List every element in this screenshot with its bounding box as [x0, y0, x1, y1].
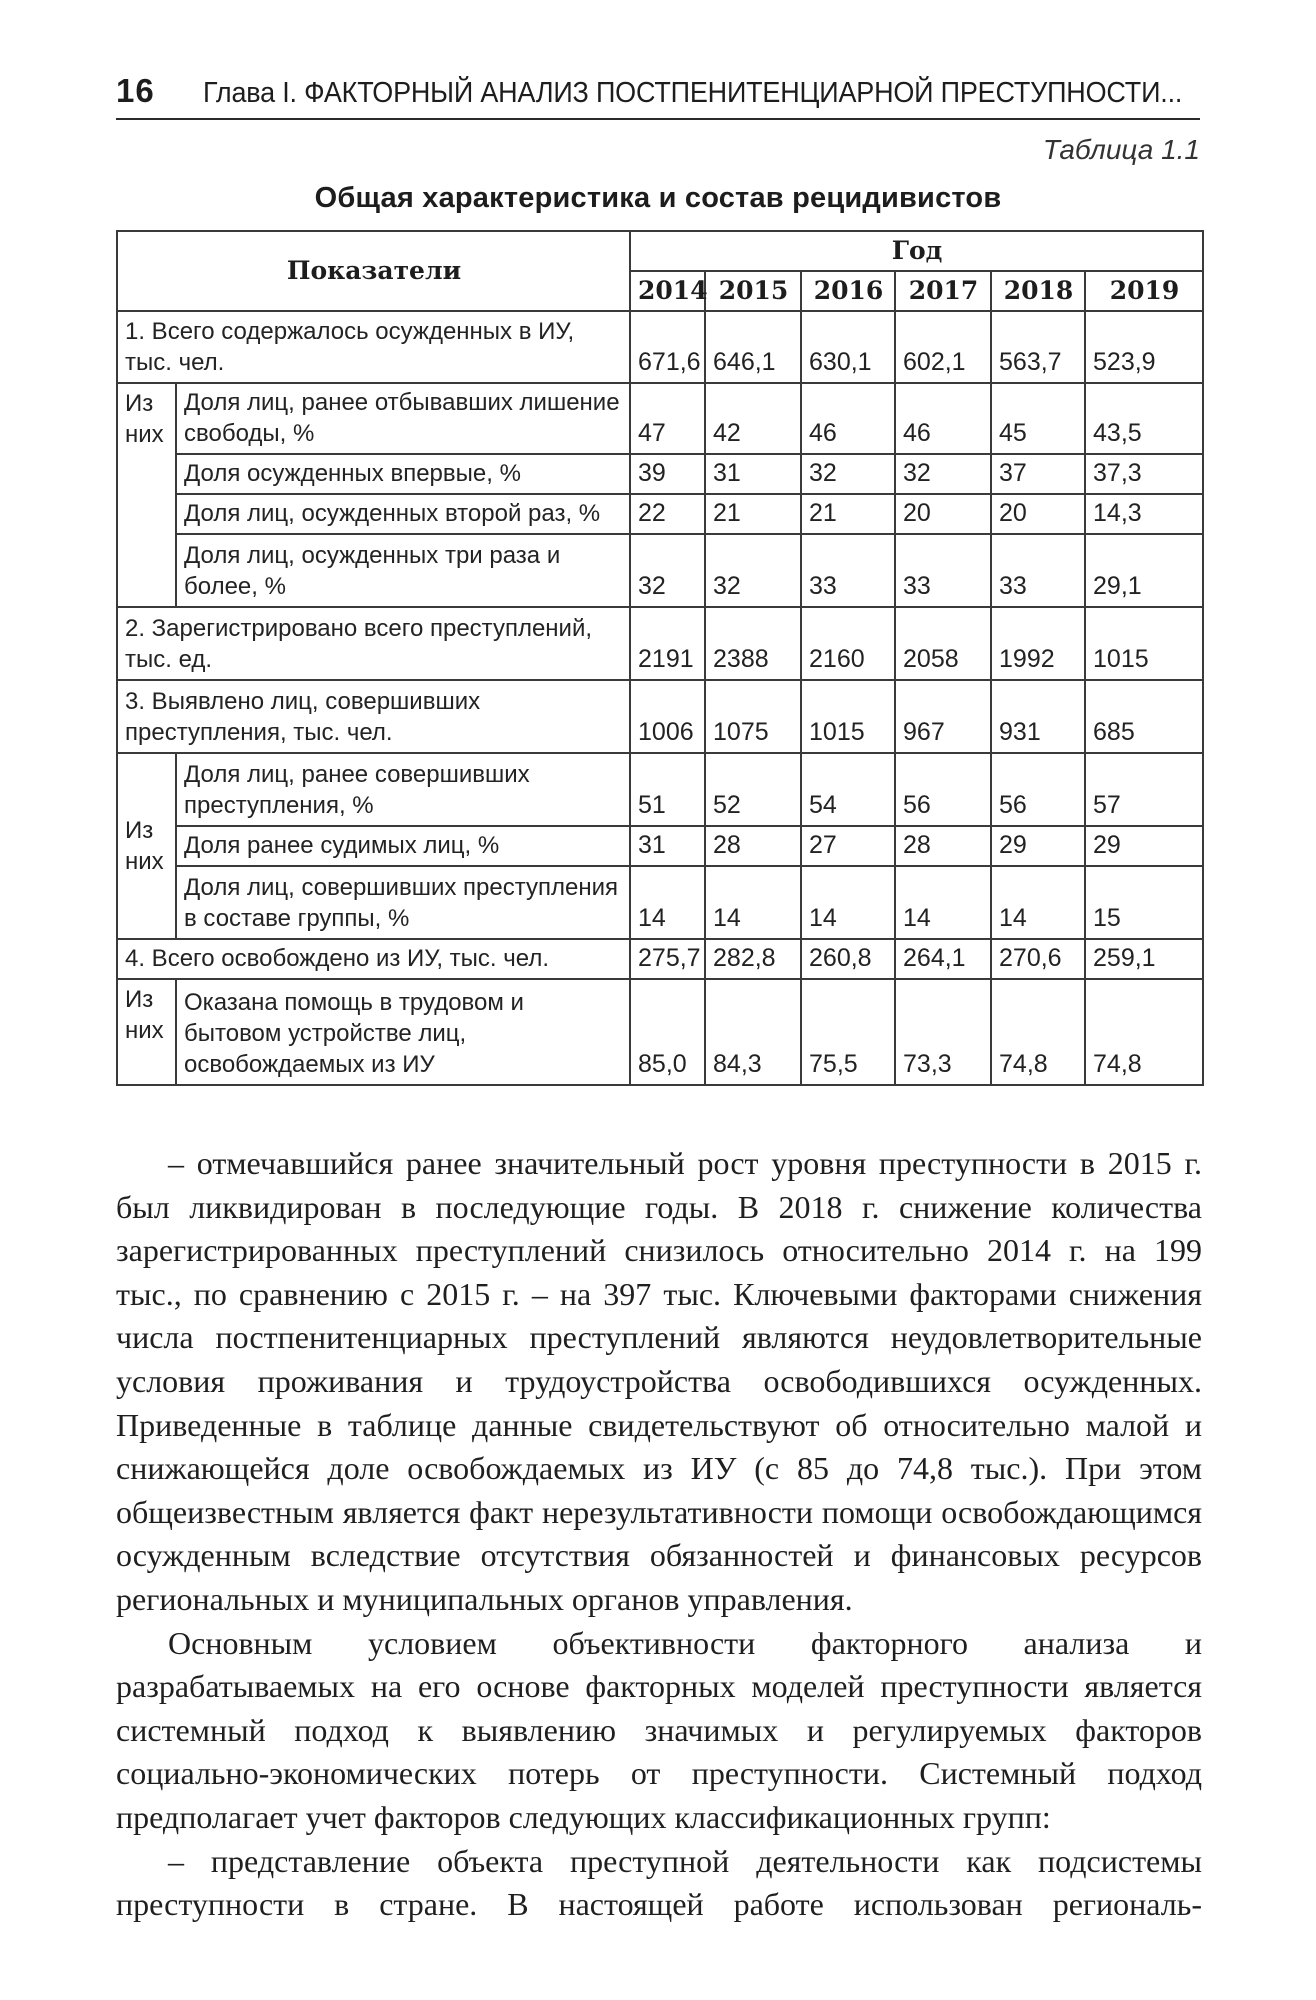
value-cell: 33	[801, 534, 895, 607]
value-cell: 75,5	[801, 979, 895, 1085]
row-label: 4. Всего освобождено из ИУ, тыс. чел.	[117, 939, 630, 979]
row-label: Доля осужденных впервые, %	[176, 454, 630, 494]
value-cell: 47	[630, 383, 705, 454]
value-cell: 28	[705, 826, 801, 866]
running-header	[116, 58, 1200, 120]
value-cell: 43,5	[1085, 383, 1203, 454]
row-label: Доля лиц, совершивших преступления в составе группы, %	[176, 866, 630, 939]
value-cell: 20	[895, 494, 991, 534]
value-cell: 2160	[801, 607, 895, 680]
header-year-cell: 2015	[705, 271, 801, 311]
value-cell: 15	[1085, 866, 1203, 939]
value-cell: 32	[801, 454, 895, 494]
table-row	[117, 454, 1203, 494]
header-year-cell: 2018	[991, 271, 1085, 311]
value-cell: 32	[630, 534, 705, 607]
value-cell: 22	[630, 494, 705, 534]
table-row	[117, 607, 1203, 680]
value-cell: 54	[801, 753, 895, 826]
value-cell: 32	[705, 534, 801, 607]
value-cell: 51	[630, 753, 705, 826]
value-cell: 84,3	[705, 979, 801, 1085]
value-cell: 646,1	[705, 311, 801, 383]
table-row	[117, 979, 1203, 1085]
table-row	[117, 534, 1203, 607]
table-row	[117, 866, 1203, 939]
value-cell: 74,8	[1085, 979, 1203, 1085]
value-cell: 1992	[991, 607, 1085, 680]
table-title: Общая характеристика и состав рецидивистов	[314, 182, 1002, 214]
value-cell: 85,0	[630, 979, 705, 1085]
value-cell: 31	[630, 826, 705, 866]
value-cell: 73,3	[895, 979, 991, 1085]
value-cell: 523,9	[1085, 311, 1203, 383]
value-cell: 29	[991, 826, 1085, 866]
value-cell: 46	[895, 383, 991, 454]
table-row	[117, 826, 1203, 866]
paragraph: – представление объекта преступной деятельности как подсистемы преступности в стране. В настоящей работе использован региональ-	[116, 1842, 1202, 1923]
table-row	[117, 383, 1203, 454]
value-cell: 2388	[705, 607, 801, 680]
value-cell: 42	[705, 383, 801, 454]
row-label: 2. Зарегистрировано всего преступлений, тыс. ед.	[117, 607, 630, 680]
value-cell: 20	[991, 494, 1085, 534]
header-year-cell: 2019	[1085, 271, 1203, 311]
header-year-cell: 2016	[801, 271, 895, 311]
value-cell: 14	[895, 866, 991, 939]
value-cell: 56	[991, 753, 1085, 826]
table-row	[117, 939, 1203, 979]
value-cell: 32	[895, 454, 991, 494]
group-label: Из них	[117, 383, 176, 607]
value-cell: 1015	[801, 680, 895, 753]
value-cell: 14	[630, 866, 705, 939]
row-label: 1. Всего содержалось осужденных в ИУ, тыс. чел.	[117, 311, 630, 383]
value-cell: 2191	[630, 607, 705, 680]
value-cell: 260,8	[801, 939, 895, 979]
page-number: 16	[116, 72, 155, 109]
group-label: Из них	[117, 753, 176, 939]
value-cell: 602,1	[895, 311, 991, 383]
table-row	[117, 311, 1203, 383]
row-label: 3. Выявлено лиц, совершивших преступления, тыс. чел.	[117, 680, 630, 753]
value-cell: 37	[991, 454, 1085, 494]
value-cell: 563,7	[991, 311, 1085, 383]
row-label: Доля лиц, осужденных второй раз, %	[176, 494, 630, 534]
row-label: Доля лиц, ранее совершивших преступления, %	[176, 753, 630, 826]
group-label: Из них	[117, 979, 176, 1085]
row-label: Доля лиц, ранее отбывавших лишение свободы, %	[176, 383, 630, 454]
value-cell: 21	[801, 494, 895, 534]
value-cell: 1006	[630, 680, 705, 753]
header-indicators: Показатели	[117, 231, 630, 311]
header-year: Год	[630, 231, 1203, 271]
chapter-title: Глава I. ФАКТОРНЫЙ АНАЛИЗ ПОСТПЕНИТЕНЦИАРНОЙ ПРЕСТУПНОСТИ...	[202, 77, 1182, 109]
table-row	[117, 494, 1203, 534]
value-cell: 21	[705, 494, 801, 534]
value-cell: 52	[705, 753, 801, 826]
header-year-cell: 2017	[895, 271, 991, 311]
value-cell: 270,6	[991, 939, 1085, 979]
value-cell: 14,3	[1085, 494, 1203, 534]
value-cell: 264,1	[895, 939, 991, 979]
value-cell: 1015	[1085, 607, 1203, 680]
value-cell: 27	[801, 826, 895, 866]
value-cell: 275,7	[630, 939, 705, 979]
row-label: Доля лиц, осужденных три раза и более, %	[176, 534, 630, 607]
value-cell: 28	[895, 826, 991, 866]
value-cell: 57	[1085, 753, 1203, 826]
value-cell: 14	[705, 866, 801, 939]
statistics-table	[116, 230, 1204, 1086]
paragraph: – отмечавшийся ранее значительный рост уровня преступности в 2015 г. был ликвидирован в последующие годы. В 2018 г. снижение количества зарегистрированных преступлений снизилось относительно 2014 г. на 199 тыс., по сравнению с 2015 г. – на 397 тыс. Ключевыми факторами снижения числа постпенитенциарных преступлений являются неудовлетворительные условия проживания и трудоустройства освободившихся осужденных. Приведенные в таблице данные свидетельствуют об относительно малой и снижающейся доле освобождаемых из ИУ (с 85 до 74,8 тыс.). При этом общеизвестным является факт нерезультативности помощи освобождающимся осужденным вследствие отсутствия обязанностей и финансовых ресурсов региональных и муниципальных органов управления.	[116, 1145, 1202, 1617]
paragraph: Основным условием объективности факторного анализа и разрабатываемых на его основе факторных моделей преступности является системный подход к выявлению значимых и регулируемых факторов социально-экономических потерь от преступности. Системный подход предполагает учет факторов следующих классификационных групп:	[116, 1624, 1202, 1835]
table-row	[117, 753, 1203, 826]
value-cell: 74,8	[991, 979, 1085, 1085]
value-cell: 259,1	[1085, 939, 1203, 979]
value-cell: 46	[801, 383, 895, 454]
value-cell: 931	[991, 680, 1085, 753]
table-row	[117, 680, 1203, 753]
value-cell: 31	[705, 454, 801, 494]
value-cell: 29,1	[1085, 534, 1203, 607]
header-year-cell: 2014	[630, 271, 705, 311]
value-cell: 1075	[705, 680, 801, 753]
value-cell: 630,1	[801, 311, 895, 383]
value-cell: 967	[895, 680, 991, 753]
value-cell: 671,6	[630, 311, 705, 383]
value-cell: 29	[1085, 826, 1203, 866]
body-text	[116, 1142, 1202, 1927]
value-cell: 45	[991, 383, 1085, 454]
value-cell: 39	[630, 454, 705, 494]
value-cell: 37,3	[1085, 454, 1203, 494]
table-label: Таблица 1.1	[1042, 134, 1200, 165]
value-cell: 14	[801, 866, 895, 939]
value-cell: 14	[991, 866, 1085, 939]
value-cell: 56	[895, 753, 991, 826]
value-cell: 33	[895, 534, 991, 607]
row-label: Оказана помощь в трудовом и бытовом устройстве лиц, освобождаемых из ИУ	[176, 979, 630, 1085]
value-cell: 685	[1085, 680, 1203, 753]
row-label: Доля ранее судимых лиц, %	[176, 826, 630, 866]
value-cell: 33	[991, 534, 1085, 607]
value-cell: 2058	[895, 607, 991, 680]
value-cell: 282,8	[705, 939, 801, 979]
